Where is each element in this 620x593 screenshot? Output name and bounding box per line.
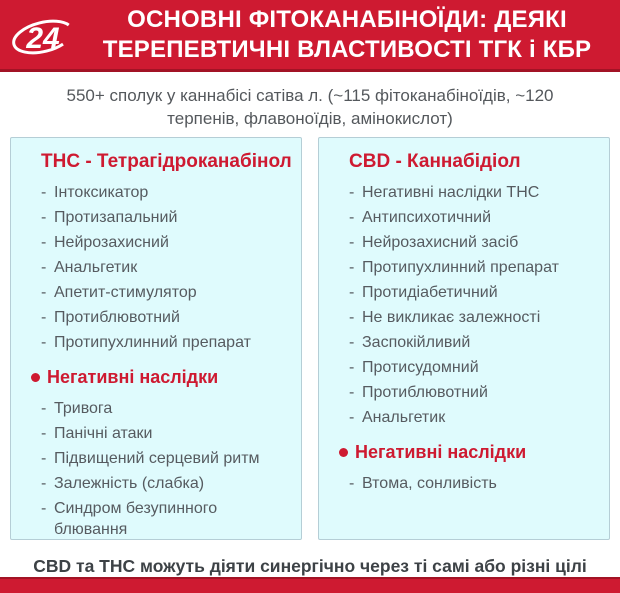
list-item: - Протиблювотний	[41, 307, 263, 328]
logo-number: 24	[26, 21, 60, 55]
list-item: - Антипсихотичний	[349, 207, 571, 228]
list-item: - Тривога	[41, 398, 263, 419]
red-bullet-icon	[339, 448, 348, 457]
cbd-negative-list	[349, 473, 601, 494]
list-item: - Синдром безупинного блювання	[41, 498, 263, 540]
thc-properties-list	[41, 182, 293, 353]
list-item: - Інтоксикатор	[41, 182, 263, 203]
channel-24-logo	[2, 7, 84, 63]
cbd-negative-heading	[339, 442, 601, 463]
channel-24-logo-icon	[6, 7, 80, 63]
list-item: - Негативні наслідки THC	[349, 182, 571, 203]
list-item: - Анальгетик	[349, 407, 571, 428]
list-item: - Панічні атаки	[41, 423, 263, 444]
panel-thc	[10, 137, 302, 540]
panel-cbd	[318, 137, 610, 540]
list-item: - Апетит-стимулятор	[41, 282, 263, 303]
list-item: - Нейрозахисний засіб	[349, 232, 571, 253]
cbd-properties-list	[349, 182, 601, 428]
bottom-red-bar	[0, 577, 620, 593]
negative-title: Негативні наслідки	[355, 442, 527, 462]
list-item: - Заспокійливий	[349, 332, 571, 353]
list-item: - Протизапальний	[41, 207, 263, 228]
list-item: - Нейрозахисний	[41, 232, 263, 253]
red-bullet-icon	[31, 373, 40, 382]
list-item: - Підвищений серцевий ритм	[41, 448, 263, 469]
panel-cbd-title: CBD - Каннабідіол	[349, 151, 521, 172]
list-item: - Протипухлинний препарат	[41, 332, 263, 353]
footer-note: CBD та THC можуть діяти синергічно через ті самі або різні цілі	[33, 556, 587, 576]
list-item: - Втома, сонливість	[349, 473, 571, 494]
list-item: - Залежність (слабка)	[41, 473, 263, 494]
list-item: - Протидіабетичний	[349, 282, 571, 303]
page-title	[84, 5, 614, 65]
list-item: - Протиблювотний	[349, 382, 571, 403]
list-item: - Анальгетик	[41, 257, 263, 278]
thc-negative-list	[41, 398, 293, 540]
thc-negative-heading	[31, 367, 293, 388]
list-item: - Протипухлинний препарат	[349, 257, 571, 278]
comparison-panels	[0, 137, 620, 540]
subtitle-text: 550+ сполук у каннабісі сатіва л. (~115 фітоканабіноїдів, ~120 терпенів, флавоноїдів, амінокислот)	[66, 86, 554, 128]
negative-title: Негативні наслідки	[47, 367, 219, 387]
list-item: - Протисудомний	[349, 357, 571, 378]
panel-thc-title: THC - Тетрагідроканабінол	[41, 151, 292, 172]
header-bar	[0, 0, 620, 72]
page-title-line2: ТЕРЕПЕВТИЧНІ ВЛАСТИВОСТІ ТГК і КБР	[102, 35, 592, 63]
list-item: - Не викликає залежності	[349, 307, 571, 328]
page-title-line1: ОСНОВНІ ФІТОКАНАБІНОЇДИ: ДЕЯКІ	[127, 5, 567, 33]
